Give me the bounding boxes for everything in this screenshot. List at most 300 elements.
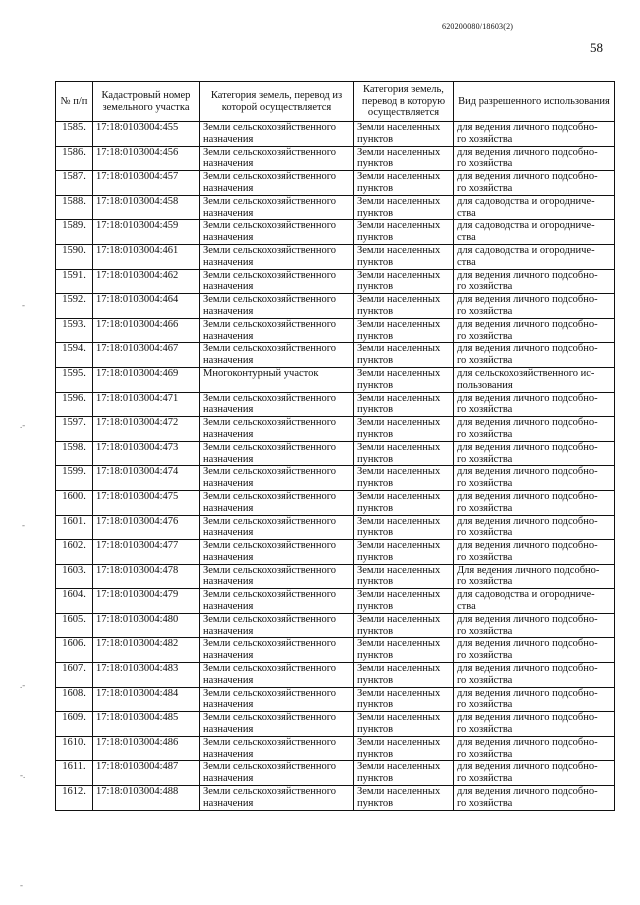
cadastral-number: 17:18:0103004:466 [93, 318, 200, 343]
table-row [56, 564, 615, 589]
permitted-use-line: го хозяйства [457, 478, 513, 490]
permitted-use [454, 540, 615, 565]
page-number: 58 [590, 40, 603, 55]
header-permitted-use: Вид разрешенного использования [454, 82, 615, 122]
permitted-use-line: го хозяйства [457, 551, 513, 563]
cadastral-number: 17:18:0103004:484 [93, 687, 200, 712]
permitted-use-line: го хозяйства [457, 699, 513, 711]
category-from [200, 146, 354, 171]
category-to-line: Земли населенных [357, 515, 441, 527]
permitted-use-line: для ведения личного подсобно- [457, 392, 598, 404]
permitted-use [454, 195, 615, 220]
category-from [200, 564, 354, 589]
category-from [200, 687, 354, 712]
header-number: № п/п [56, 82, 93, 122]
table-row [56, 638, 615, 663]
permitted-use-line: для садоводства и огородниче- [457, 220, 595, 232]
category-to [354, 195, 454, 220]
category-to-line: Земли населенных [357, 269, 441, 281]
permitted-use [454, 490, 615, 515]
category-from-line: Земли сельскохозяйственного [203, 318, 337, 330]
category-from-line: назначения [203, 699, 254, 711]
cadastral-number: 17:18:0103004:482 [93, 638, 200, 663]
permitted-use-line: для ведения личного подсобно- [457, 417, 598, 429]
category-from-line: Земли сельскохозяйственного [203, 269, 337, 281]
category-to-line: пунктов [357, 551, 394, 563]
permitted-use-line: го хозяйства [457, 305, 513, 317]
category-to-line: пунктов [357, 305, 394, 317]
permitted-use [454, 417, 615, 442]
table-row [56, 343, 615, 368]
category-from-line: Земли сельскохозяйственного [203, 244, 337, 256]
row-number: 1612. [56, 786, 93, 811]
category-from [200, 712, 354, 737]
category-to [354, 564, 454, 589]
category-from-line: Земли сельскохозяйственного [203, 613, 337, 625]
cadastral-number: 17:18:0103004:474 [93, 466, 200, 491]
category-from [200, 122, 354, 147]
category-to [354, 589, 454, 614]
row-number: 1609. [56, 712, 93, 737]
permitted-use-line: го хозяйства [457, 674, 513, 686]
table-row [56, 540, 615, 565]
category-from-line: Земли сельскохозяйственного [203, 294, 337, 306]
category-to-line: Земли населенных [357, 589, 441, 601]
scan-mark: .- [20, 420, 26, 430]
cadastral-number: 17:18:0103004:458 [93, 195, 200, 220]
permitted-use-line: для сельскохозяйственного ис- [457, 367, 595, 379]
category-to-line: Земли населенных [357, 343, 441, 355]
category-from-line: назначения [203, 576, 254, 588]
cadastral-number: 17:18:0103004:455 [93, 122, 200, 147]
permitted-use-line: го хозяйства [457, 527, 513, 539]
category-from-line: назначения [203, 207, 254, 219]
row-number: 1593. [56, 318, 93, 343]
category-to [354, 466, 454, 491]
category-to-line: Земли населенных [357, 392, 441, 404]
permitted-use-line: го хозяйства [457, 650, 513, 662]
category-from-line: назначения [203, 330, 254, 342]
category-to [354, 761, 454, 786]
table-row [56, 195, 615, 220]
category-to [354, 392, 454, 417]
table-row [56, 663, 615, 688]
row-number: 1586. [56, 146, 93, 171]
category-to-line: Земли населенных [357, 146, 441, 158]
category-from-line: Земли сельскохозяйственного [203, 589, 337, 601]
category-from [200, 515, 354, 540]
category-to [354, 122, 454, 147]
cadastral-number: 17:18:0103004:461 [93, 244, 200, 269]
category-to-line: пунктов [357, 748, 394, 760]
category-from [200, 761, 354, 786]
category-to-line: Земли населенных [357, 318, 441, 330]
row-number: 1594. [56, 343, 93, 368]
cadastral-number: 17:18:0103004:473 [93, 441, 200, 466]
category-to-line: Земли населенных [357, 294, 441, 306]
document-code: 620200080/18603(2) [442, 22, 514, 31]
permitted-use-line: го хозяйства [457, 576, 513, 588]
category-from-line: Земли сельскохозяйственного [203, 564, 337, 576]
cadastral-number: 17:18:0103004:462 [93, 269, 200, 294]
category-from-line: назначения [203, 748, 254, 760]
category-from-line: Земли сельскохозяйственного [203, 663, 337, 675]
row-number: 1603. [56, 564, 93, 589]
permitted-use-line: го хозяйства [457, 773, 513, 785]
header-category-from: Категория земель, перевод из которой осуществляется [200, 82, 354, 122]
category-to-line: пунктов [357, 330, 394, 342]
table-header-row [56, 82, 615, 122]
row-number: 1592. [56, 294, 93, 319]
land-register-table [55, 81, 615, 811]
header-cadastral-number: Кадастровый номер земельного участка [93, 82, 200, 122]
table-row [56, 417, 615, 442]
category-to-line: Земли населенных [357, 122, 441, 133]
permitted-use-line: для садоводства и огородничe- [457, 195, 595, 207]
permitted-use-line: го хозяйства [457, 797, 513, 809]
category-to [354, 736, 454, 761]
permitted-use [454, 613, 615, 638]
category-to-line: пунктов [357, 601, 394, 613]
category-to-line: пунктов [357, 527, 394, 539]
category-from [200, 367, 354, 392]
table-row [56, 761, 615, 786]
category-from-line: Земли сельскохозяйственного [203, 220, 337, 232]
category-from-line: назначения [203, 453, 254, 465]
permitted-use-line: для ведения личного подсобно- [457, 515, 598, 527]
category-to-line: Земли населенных [357, 417, 441, 429]
row-number: 1596. [56, 392, 93, 417]
permitted-use [454, 146, 615, 171]
permitted-use-line: го хозяйства [457, 158, 513, 170]
row-number: 1595. [56, 367, 93, 392]
table-row [56, 736, 615, 761]
row-number: 1611. [56, 761, 93, 786]
table-row [56, 146, 615, 171]
category-from [200, 195, 354, 220]
category-from [200, 220, 354, 245]
table-row [56, 515, 615, 540]
category-from-line: Земли сельскохозяйственного [203, 392, 337, 404]
permitted-use [454, 318, 615, 343]
category-to-line: пунктов [357, 158, 394, 170]
category-from [200, 318, 354, 343]
category-from-line: назначения [203, 158, 254, 170]
permitted-use-line: ства [457, 601, 476, 613]
table-row [56, 367, 615, 392]
permitted-use [454, 244, 615, 269]
category-to-line: пунктов [357, 797, 394, 809]
permitted-use [454, 736, 615, 761]
category-to-line: пунктов [357, 256, 394, 268]
cadastral-number: 17:18:0103004:456 [93, 146, 200, 171]
permitted-use-line: для садоводства и огородниче- [457, 589, 595, 601]
row-number: 1600. [56, 490, 93, 515]
category-from-line: Земли сельскохозяйственного [203, 712, 337, 724]
category-from-line: назначения [203, 182, 254, 194]
permitted-use-line: для ведения личного подсобно- [457, 122, 598, 133]
table-row [56, 269, 615, 294]
row-number: 1602. [56, 540, 93, 565]
cadastral-number: 17:18:0103004:485 [93, 712, 200, 737]
category-to [354, 244, 454, 269]
cadastral-number: 17:18:0103004:479 [93, 589, 200, 614]
cadastral-number: 17:18:0103004:467 [93, 343, 200, 368]
category-to-line: пунктов [357, 699, 394, 711]
category-from-line: назначения [203, 650, 254, 662]
table-row [56, 712, 615, 737]
category-to-line: пунктов [357, 453, 394, 465]
category-to-line: пунктов [357, 428, 394, 440]
scan-mark: - [22, 300, 25, 310]
permitted-use-line: ства [457, 207, 476, 219]
category-to-line: Земли населенных [357, 761, 441, 773]
category-from-line: назначения [203, 133, 254, 145]
category-from-line: Земли сельскохозяйственного [203, 417, 337, 429]
category-to-line: пунктов [357, 133, 394, 145]
category-from [200, 441, 354, 466]
table-row [56, 589, 615, 614]
category-to-line: пунктов [357, 724, 394, 736]
category-to-line: Земли населенных [357, 663, 441, 675]
permitted-use [454, 441, 615, 466]
permitted-use-line: пользования [457, 379, 513, 391]
permitted-use [454, 466, 615, 491]
category-from-line: назначения [203, 478, 254, 490]
category-to-line: Земли населенных [357, 540, 441, 552]
category-from-line: Земли сельскохозяйственного [203, 146, 337, 158]
category-from-line: назначения [203, 674, 254, 686]
permitted-use-line: для ведения личного подсобно- [457, 343, 598, 355]
permitted-use-line: ства [457, 256, 476, 268]
category-to-line: пунктов [357, 379, 394, 391]
row-number: 1599. [56, 466, 93, 491]
category-from-line: назначения [203, 527, 254, 539]
category-to [354, 318, 454, 343]
category-to [354, 515, 454, 540]
table-row [56, 244, 615, 269]
category-from-line: назначения [203, 797, 254, 809]
permitted-use-line: для ведения личного подсобно- [457, 736, 598, 748]
category-to [354, 171, 454, 196]
category-to [354, 367, 454, 392]
permitted-use [454, 638, 615, 663]
permitted-use-line: го хозяйства [457, 625, 513, 637]
category-to-line: пунктов [357, 625, 394, 637]
category-from-line: Земли сельскохозяйственного [203, 786, 337, 798]
permitted-use-line: го хозяйства [457, 355, 513, 367]
permitted-use-line: для ведения личного подсобно- [457, 786, 598, 798]
category-from-line: Земли сельскохозяйственного [203, 515, 337, 527]
table-row [56, 122, 615, 147]
cadastral-number: 17:18:0103004:477 [93, 540, 200, 565]
category-from-line: назначения [203, 601, 254, 613]
table-body [56, 122, 615, 811]
cadastral-number: 17:18:0103004:469 [93, 367, 200, 392]
category-to [354, 712, 454, 737]
row-number: 1587. [56, 171, 93, 196]
permitted-use-line: для ведения личного подсобно- [457, 171, 598, 183]
permitted-use [454, 294, 615, 319]
category-from [200, 786, 354, 811]
category-from-line: Земли сельскохозяйственного [203, 171, 337, 183]
scan-mark: -. [20, 770, 26, 780]
category-to-line: пунктов [357, 478, 394, 490]
cadastral-number: 17:18:0103004:471 [93, 392, 200, 417]
permitted-use [454, 589, 615, 614]
category-from [200, 392, 354, 417]
category-from-line: назначения [203, 305, 254, 317]
cadastral-number: 17:18:0103004:459 [93, 220, 200, 245]
row-number: 1608. [56, 687, 93, 712]
row-number: 1605. [56, 613, 93, 638]
permitted-use-line: для ведения личного подсобно- [457, 638, 598, 650]
permitted-use-line: для ведения личного подсобно- [457, 712, 598, 724]
category-from [200, 269, 354, 294]
table-row [56, 786, 615, 811]
category-to-line: пунктов [357, 576, 394, 588]
category-from [200, 294, 354, 319]
header-category-to: Категория земель, перевод в которую осуществляется [354, 82, 454, 122]
permitted-use [454, 761, 615, 786]
category-to-line: Земли населенных [357, 613, 441, 625]
category-to [354, 343, 454, 368]
row-number: 1597. [56, 417, 93, 442]
permitted-use [454, 392, 615, 417]
cadastral-number: 17:18:0103004:487 [93, 761, 200, 786]
permitted-use-line: для ведения личного подсобно- [457, 663, 598, 675]
table-row [56, 220, 615, 245]
table-row [56, 294, 615, 319]
permitted-use-line: го хозяйства [457, 428, 513, 440]
category-to-line: пунктов [357, 207, 394, 219]
category-from-line: Земли сельскохозяйственного [203, 540, 337, 552]
category-to-line: Земли населенных [357, 564, 441, 576]
category-from-line: Многоконтурный участок [203, 367, 319, 379]
permitted-use-line: для ведения личного подсобно- [457, 687, 598, 699]
category-to-line: Земли населенных [357, 687, 441, 699]
category-to-line: Земли населенных [357, 441, 441, 453]
category-to-line: Земли населенных [357, 171, 441, 183]
category-to-line: Земли населенных [357, 736, 441, 748]
permitted-use-line: для ведения личного подсобно- [457, 761, 598, 773]
category-from [200, 466, 354, 491]
permitted-use [454, 515, 615, 540]
category-from-line: Земли сельскохозяйственного [203, 195, 337, 207]
category-from-line: назначения [203, 281, 254, 293]
table-row [56, 687, 615, 712]
category-from-line: Земли сельскохозяйственного [203, 687, 337, 699]
row-number: 1590. [56, 244, 93, 269]
row-number: 1591. [56, 269, 93, 294]
category-from-line: назначения [203, 404, 254, 416]
category-to [354, 687, 454, 712]
category-from-line: назначения [203, 724, 254, 736]
cadastral-number: 17:18:0103004:478 [93, 564, 200, 589]
category-from [200, 663, 354, 688]
permitted-use-line: для ведения личного подсобно- [457, 490, 598, 502]
category-from [200, 244, 354, 269]
permitted-use-line: для ведения личного подсобно- [457, 318, 598, 330]
permitted-use-line: ства [457, 232, 476, 244]
row-number: 1598. [56, 441, 93, 466]
permitted-use [454, 343, 615, 368]
category-from [200, 343, 354, 368]
category-to-line: пунктов [357, 650, 394, 662]
permitted-use [454, 786, 615, 811]
category-to-line: Земли населенных [357, 712, 441, 724]
category-to [354, 441, 454, 466]
category-from-line: Земли сельскохозяйственного [203, 638, 337, 650]
category-to-line: пунктов [357, 355, 394, 367]
category-to-line: пунктов [357, 232, 394, 244]
permitted-use-line: го хозяйства [457, 330, 513, 342]
cadastral-number: 17:18:0103004:483 [93, 663, 200, 688]
row-number: 1606. [56, 638, 93, 663]
category-to-line: пунктов [357, 773, 394, 785]
permitted-use-line: для ведения личного подсобно- [457, 269, 598, 281]
table-row [56, 441, 615, 466]
permitted-use [454, 171, 615, 196]
table-row [56, 392, 615, 417]
row-number: 1601. [56, 515, 93, 540]
row-number: 1607. [56, 663, 93, 688]
category-from-line: Земли сельскохозяйственного [203, 343, 337, 355]
cadastral-number: 17:18:0103004:457 [93, 171, 200, 196]
category-from-line: назначения [203, 773, 254, 785]
cadastral-number: 17:18:0103004:480 [93, 613, 200, 638]
permitted-use-line: го хозяйства [457, 404, 513, 416]
permitted-use-line: го хозяйства [457, 724, 513, 736]
category-from-line: Земли сельскохозяйственного [203, 122, 337, 133]
permitted-use-line: го хозяйства [457, 502, 513, 514]
permitted-use-line: Для ведения личного подсобно- [457, 564, 600, 576]
row-number: 1610. [56, 736, 93, 761]
category-to [354, 146, 454, 171]
cadastral-number: 17:18:0103004:464 [93, 294, 200, 319]
row-number: 1588. [56, 195, 93, 220]
permitted-use [454, 220, 615, 245]
cadastral-number: 17:18:0103004:475 [93, 490, 200, 515]
permitted-use-line: го хозяйства [457, 748, 513, 760]
permitted-use-line: го хозяйства [457, 453, 513, 465]
scan-mark: - [22, 520, 25, 530]
category-from-line: Земли сельскохозяйственного [203, 761, 337, 773]
permitted-use [454, 564, 615, 589]
permitted-use-line: для ведения личного подсобно- [457, 146, 598, 158]
row-number: 1585. [56, 122, 93, 147]
category-to-line: пунктов [357, 404, 394, 416]
category-from [200, 417, 354, 442]
permitted-use [454, 663, 615, 688]
permitted-use-line: для садоводства и огородниче- [457, 244, 595, 256]
category-to [354, 294, 454, 319]
permitted-use [454, 122, 615, 147]
permitted-use [454, 687, 615, 712]
category-to [354, 786, 454, 811]
category-to-line: Земли населенных [357, 466, 441, 478]
category-to-line: Земли населенных [357, 244, 441, 256]
category-from-line: Земли сельскохозяйственного [203, 490, 337, 502]
table-row [56, 466, 615, 491]
permitted-use-line: го хозяйства [457, 281, 513, 293]
table-row [56, 318, 615, 343]
category-from-line: назначения [203, 551, 254, 563]
category-from [200, 638, 354, 663]
category-from-line: Земли сельскохозяйственного [203, 736, 337, 748]
category-to-line: Земли населенных [357, 195, 441, 207]
category-from-line: назначения [203, 428, 254, 440]
